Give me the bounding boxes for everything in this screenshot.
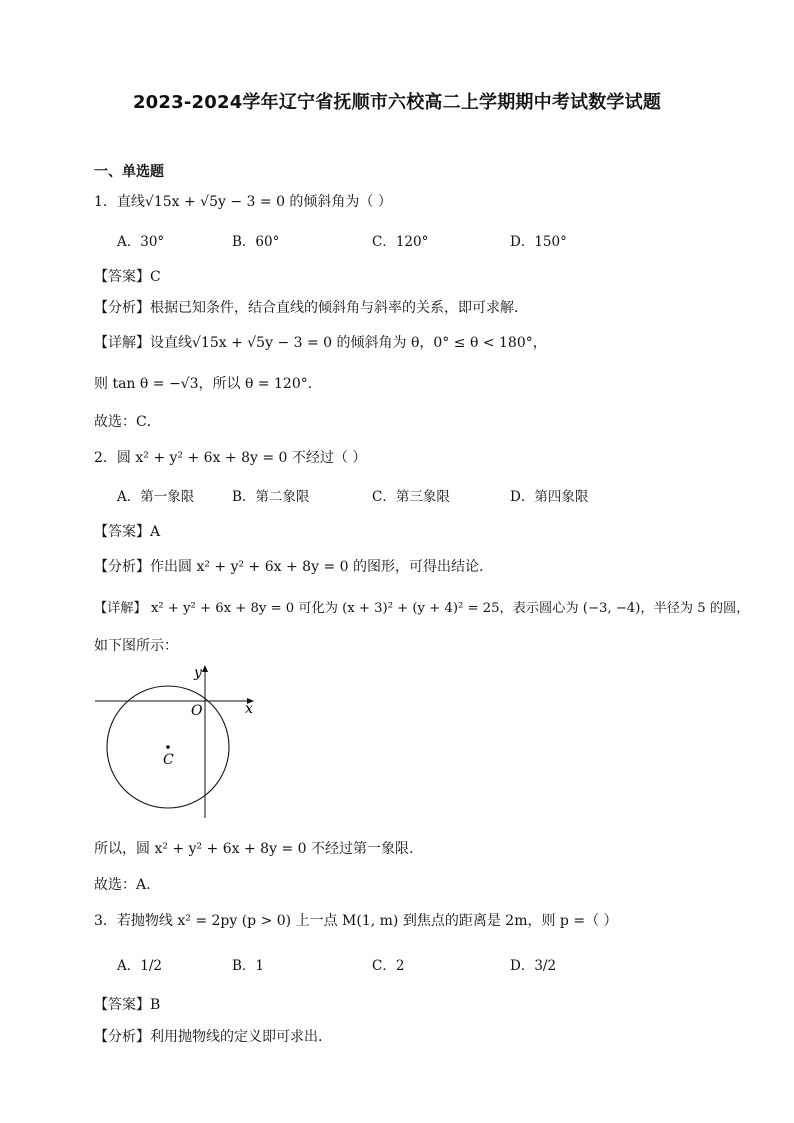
y-axis-arrow xyxy=(202,665,208,672)
x-axis-label: x xyxy=(245,701,253,717)
y-axis-label: y xyxy=(194,665,202,681)
q1-analysis: 【分析】根据已知条件，结合直线的倾斜角与斜率的关系，即可求解． xyxy=(94,300,528,316)
q2-stem: 2．圆 x² + y² + 6x + 8y = 0 不经过（ ） xyxy=(94,450,367,466)
q2-analysis: 【分析】作出圆 x² + y² + 6x + 8y = 0 的图形，可得出结论. xyxy=(94,559,484,575)
section-heading: 一、单选题 xyxy=(94,164,164,180)
q2-answer: 【答案】A xyxy=(94,524,161,540)
q1-option-a: A．30° xyxy=(117,234,165,250)
q2-detail-1: 【详解】 x² + y² + 6x + 8y = 0 可化为 (x + 3)² + (y + 4)² = 25，表示圆心为 (−3, −4)，半径为 5 的圆， xyxy=(94,601,750,616)
q1-detail-1: 【详解】设直线√15x + √5y − 3 = 0 的倾斜角为 θ，0° ≤ θ < 180°， xyxy=(94,335,547,351)
q2-option-b: B．第二象限 xyxy=(232,489,310,505)
q2-option-a: A．第一象限 xyxy=(117,489,195,505)
origin-label: O xyxy=(191,703,203,719)
q1-detail-2: 则 tan θ = −√3，所以 θ = 120°． xyxy=(94,376,322,392)
q1-option-b: B．60° xyxy=(232,234,280,250)
q1-option-c: C．120° xyxy=(372,234,429,250)
q2-option-d: D．第四象限 xyxy=(510,489,589,505)
q3-analysis: 【分析】利用抛物线的定义即可求出. xyxy=(94,1029,323,1045)
q2-after-figure: 所以，圆 x² + y² + 6x + 8y = 0 不经过第一象限. xyxy=(94,841,414,857)
q3-option-b: B．1 xyxy=(232,958,265,974)
q2-detail-2: 如下图所示： xyxy=(94,638,178,654)
q1-conclusion: 故选：C． xyxy=(94,414,161,430)
q3-option-c: C．2 xyxy=(372,958,405,974)
q3-answer: 【答案】B xyxy=(94,997,161,1013)
q3-stem: 3．若抛物线 x² = 2py (p > 0) 上一点 M(1, m) 到焦点的距离是 2m，则 p =（ ） xyxy=(94,913,618,929)
q2-option-c: C．第三象限 xyxy=(372,489,450,505)
page-title: 2023-2024学年辽宁省抚顺市六校高二上学期期中考试数学试题 xyxy=(132,92,662,113)
q3-option-d: D．3/2 xyxy=(510,958,557,974)
q1-option-d: D．150° xyxy=(510,234,567,250)
circle-figure xyxy=(90,660,270,822)
q2-conclusion: 故选：A. xyxy=(94,877,151,893)
q1-answer: 【答案】C xyxy=(94,269,161,285)
center-label: C xyxy=(163,752,174,768)
q1-stem: 1．直线√15x + √5y − 3 = 0 的倾斜角为（ ） xyxy=(94,194,392,210)
center-point xyxy=(166,745,170,749)
q3-option-a: A．1/2 xyxy=(117,958,162,974)
